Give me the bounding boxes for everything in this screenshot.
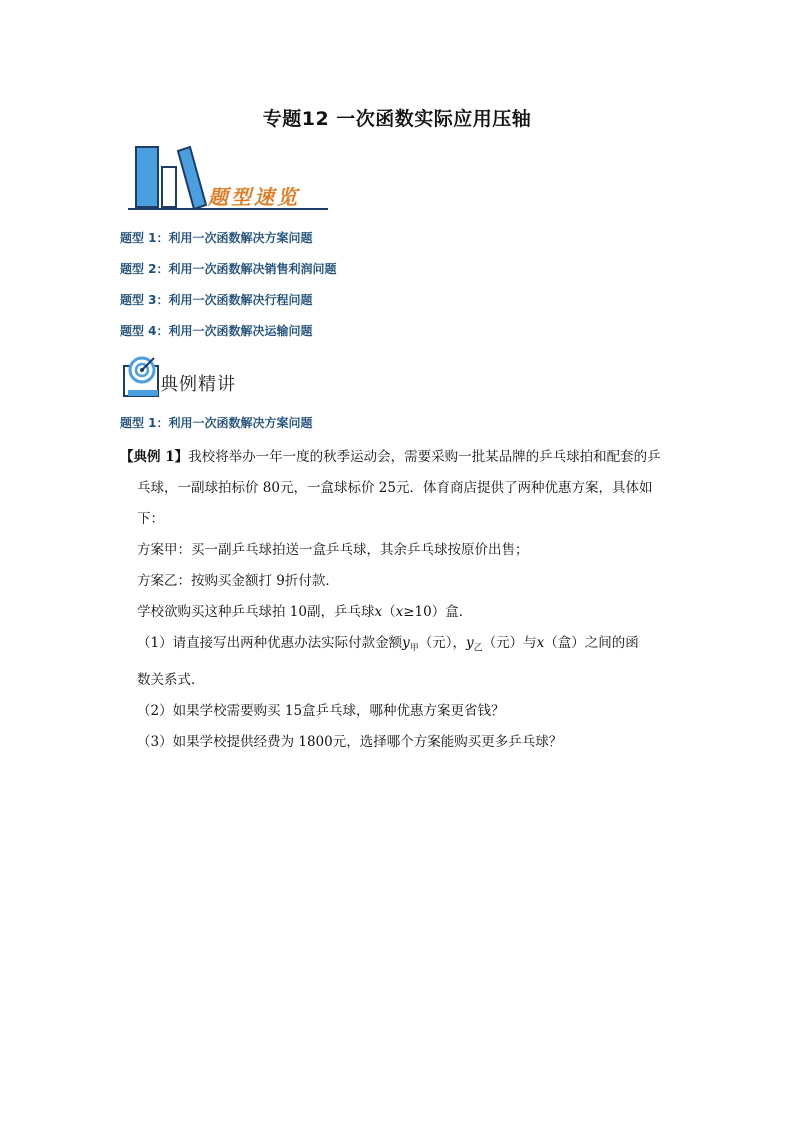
toc-item[interactable]: 题型 4：利用一次函数解决运输问题 [120, 324, 313, 338]
example-tag: 【典例 1】 [120, 449, 189, 465]
toc-list [120, 229, 337, 353]
question-1-cont: 数关系式． [137, 671, 205, 688]
example-line: 下： [137, 511, 164, 527]
question-3: （3）如果学校提供经费为 1800元，选择哪个方案能购买更多乒乓球？ [137, 733, 563, 750]
toc-item[interactable]: 题型 1：利用一次函数解决方案问题 [120, 231, 313, 245]
section-banner-examples [122, 354, 282, 402]
plan-b: 方案乙：按购买金额打 9折付款． [137, 573, 339, 589]
example-line: 乓球，一副球拍标价 80元，一盒球标价 25元．体育商店提供了两种优惠方案，具体如 [137, 480, 653, 496]
plan-a: 方案甲：买一副乒乓球拍送一盒乒乓球，其余乒乓球按原价出售； [137, 542, 529, 558]
target-icon [122, 354, 162, 400]
section-banner-overview [128, 143, 338, 215]
question-2: （2）如果学校需要购买 15盒乒乓球，哪种优惠方案更省钱？ [137, 702, 505, 719]
example-block [120, 442, 680, 758]
example-intro: 【典例 1】我校将举办一年一度的秋季运动会，需要采购一批某品牌的乒乓球拍和配套的乒 [120, 449, 661, 465]
toc-item[interactable]: 题型 2：利用一次函数解决销售利润问题 [120, 262, 337, 276]
page-title: 专题12 一次函数实际应用压轴 [262, 108, 532, 130]
subsection-title: 题型 1：利用一次函数解决方案问题 [120, 416, 313, 430]
toc-item[interactable]: 题型 3：利用一次函数解决行程问题 [120, 293, 313, 307]
banner-label: 题型速览 [208, 185, 300, 209]
section-label: 典例精讲 [160, 374, 236, 395]
purchase-condition: 学校欲购买这种乒乓球拍 10副，乒乓球x（x≥10）盒． [137, 604, 473, 620]
question-1: （1）请直接写出两种优惠办法实际付款金额$y_甲$（元），$y_乙$（元）与x（盒）之间的函 [137, 635, 639, 654]
